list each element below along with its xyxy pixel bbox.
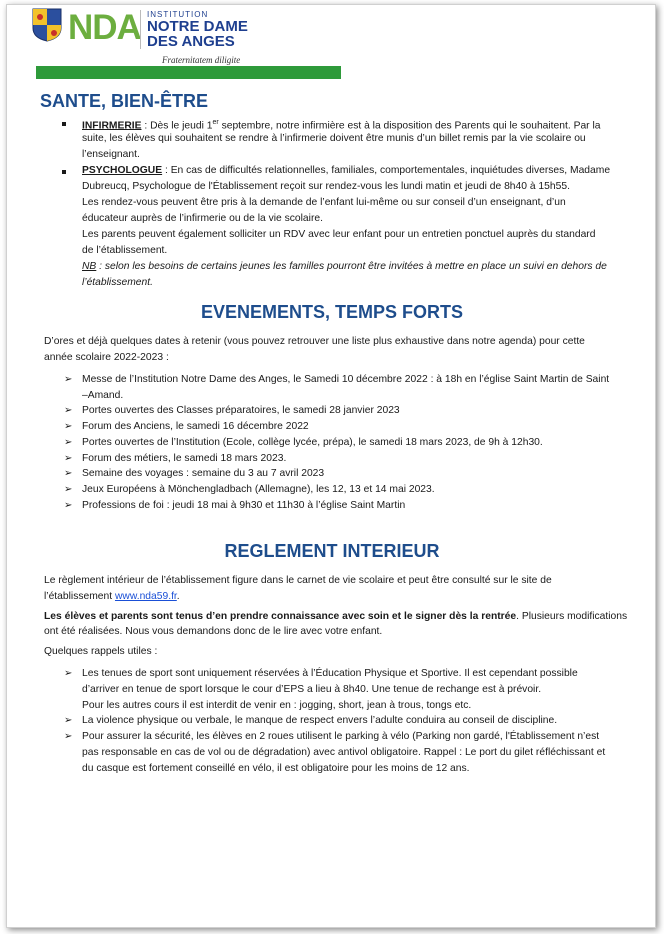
section-title-sante: SANTE, BIEN-ÊTRE bbox=[40, 91, 209, 111]
reglement-p2-line2: ont été réalisées. Nous vous demandons donc de le lire avec votre enfant. bbox=[44, 626, 383, 637]
infirmerie-text-a: : Dès le jeudi 1 bbox=[141, 120, 213, 132]
reglement-p2-rest: . Plusieurs modifications bbox=[516, 611, 628, 622]
institution-name bbox=[140, 10, 248, 49]
arrow-bullet-icon: ➢ bbox=[64, 668, 73, 679]
reglement-p2-bold: Les élèves et parents sont tenus d’en prendre connaissance avec soin et le signer dès la rentrée bbox=[44, 611, 517, 622]
institution-small: INSTITUTION bbox=[147, 10, 209, 19]
rappel-2: La violence physique ou verbale, le manque de respect envers l’adulte conduira au conseil de discipline. bbox=[82, 715, 558, 726]
crest-logo bbox=[32, 8, 62, 42]
infirmerie-label: INFIRMERIE bbox=[82, 120, 142, 132]
psy-line1 bbox=[82, 163, 610, 179]
arrow-bullet-icon: ➢ bbox=[64, 405, 73, 416]
infirmerie-sup: er bbox=[212, 119, 219, 126]
arrow-bullet-icon: ➢ bbox=[64, 468, 73, 479]
rappel-3-line2: pas responsable en cas de vol ou de dégradation) avec antivol obligatoire. Rappel : Le port du gilet réfléchissant et bbox=[82, 747, 606, 758]
bullet-square bbox=[62, 170, 66, 174]
event-item-8: Professions de foi : jeudi 18 mai à 9h30 et 11h30 à l’église Saint Martin bbox=[82, 500, 406, 511]
events-intro-line1: D’ores et déjà quelques dates à retenir (vous pouvez retrouver une liste plus exhaustive dans notre agenda) pour cette bbox=[44, 336, 585, 347]
arrow-bullet-icon: ➢ bbox=[64, 374, 73, 385]
psy-line2: Dubreucq, Psychologue de l'Établissement reçoit sur rendez-vous les lundi matin et jeudi de 8h40 à 15h55. bbox=[82, 181, 570, 192]
psy-line3: Les rendez-vous peuvent être pris à la demande de l’enfant lui-même ou sur conseil d’un enseignant, d’un bbox=[82, 197, 566, 208]
psy-label: PSYCHOLOGUE bbox=[82, 165, 163, 176]
rappel-3-line3: du casque est fortement conseillé en vélo, il est obligatoire pour les moins de 12 ans. bbox=[82, 763, 470, 774]
arrow-bullet-icon: ➢ bbox=[64, 437, 73, 448]
arrow-bullet-icon: ➢ bbox=[64, 500, 73, 511]
nb-line2: l’établissement. bbox=[82, 277, 153, 288]
nda-logo-letters: NDA bbox=[68, 8, 141, 47]
arrow-bullet-icon: ➢ bbox=[64, 715, 73, 726]
reglement-p1-line1: Le règlement intérieur de l’établissement figure dans le carnet de vie scolaire et peut être consulté sur le site de bbox=[44, 575, 552, 586]
website-link[interactable]: www.nda59.fr bbox=[114, 591, 177, 602]
reglement-p1-text: l’établissement bbox=[44, 591, 115, 602]
event-item-2: Portes ouvertes des Classes préparatoires, le samedi 28 janvier 2023 bbox=[82, 405, 400, 416]
event-item-5: Forum des métiers, le samedi 18 mars 2023. bbox=[82, 453, 287, 464]
rappel-3-line1: Pour assurer la sécurité, les élèves en 2 roues utilisent le parking à vélo (Parking non gardé, l'Établissement n’est bbox=[82, 731, 600, 742]
psy-line6: de l’établissement. bbox=[82, 245, 168, 256]
arrow-bullet-icon: ➢ bbox=[64, 731, 73, 742]
reglement-p2-line1 bbox=[44, 609, 627, 625]
nb-line1 bbox=[82, 259, 607, 275]
arrow-bullet-icon: ➢ bbox=[64, 484, 73, 495]
nb-label: NB bbox=[82, 261, 97, 272]
psy-text: : En cas de difficultés relationnelles, familiales, comportementales, inquiétudes diverses, Madame bbox=[162, 165, 611, 176]
infirmerie-text-b: septembre, notre infirmière est à la disposition des Parents qui le souhaitent. Par la bbox=[218, 120, 601, 132]
infirmerie-line3: l’enseignant. bbox=[82, 149, 140, 160]
arrow-bullet-icon: ➢ bbox=[64, 453, 73, 464]
arrow-bullet-icon: ➢ bbox=[64, 421, 73, 432]
institution-line2: DES ANGES bbox=[147, 33, 235, 50]
event-item-6: Semaine des voyages : semaine du 3 au 7 avril 2023 bbox=[82, 468, 325, 479]
motto: Fraternitatem diligite bbox=[162, 55, 241, 65]
institution-line1: NOTRE DAME bbox=[147, 18, 248, 35]
nb-text: : selon les besoins de certains jeunes les familles pourront être invitées à mettre en place un suivi en dehors de bbox=[96, 261, 607, 272]
section-title-reglement: REGLEMENT INTERIEUR bbox=[224, 541, 440, 561]
infirmerie-line2: suite, les élèves qui souhaitent se rendre à l’infirmerie doivent être munis d’un billet remis par la vie scolaire ou bbox=[82, 133, 586, 144]
rappel-1-line3: Pour les autres cours il est interdit de venir en : jogging, short, jean à trous, tongs etc. bbox=[82, 700, 472, 711]
rappel-1-line2: d’arriver en tenue de sport lorsque le cour d’EPS a lieu à 8h40. Une tenue de rechange est à prévoir. bbox=[82, 684, 542, 695]
event-item-1-line2: –Amand. bbox=[82, 390, 124, 401]
psy-line4: éducateur auprès de l’infirmerie ou de la vie scolaire. bbox=[82, 213, 323, 224]
rappel-1-line1: Les tenues de sport sont uniquement réservées à l’Éducation Physique et Sportive. Il est cependant possible bbox=[82, 668, 578, 679]
events-intro-line2: année scolaire 2022-2023 : bbox=[44, 352, 169, 363]
event-item-3: Forum des Anciens, le samedi 16 décembre 2022 bbox=[82, 421, 309, 432]
reglement-rappels: Quelques rappels utiles : bbox=[44, 646, 158, 657]
reglement-p1-period: . bbox=[176, 591, 180, 602]
header-green-bar bbox=[36, 66, 341, 79]
section-title-events: EVENEMENTS, TEMPS FORTS bbox=[200, 302, 464, 322]
event-item-4: Portes ouvertes de l’Institution (Ecole, collège lycée, prépa), le samedi 18 mars 2023, de 9h à 12h30. bbox=[82, 437, 543, 448]
psy-line5: Les parents peuvent également solliciter un RDV avec leur enfant pour un entretien ponctuel auprès du standard bbox=[82, 229, 596, 240]
bullet-square bbox=[62, 122, 66, 126]
event-item-7: Jeux Européens à Mönchengladbach (Allemagne), les 12, 13 et 14 mai 2023. bbox=[82, 484, 435, 495]
event-item-1-line1: Messe de l’Institution Notre Dame des Anges, le Samedi 10 décembre 2022 : à 18h en l’église Saint Martin de Saint bbox=[82, 374, 610, 385]
reglement-p1-line2 bbox=[44, 589, 180, 605]
